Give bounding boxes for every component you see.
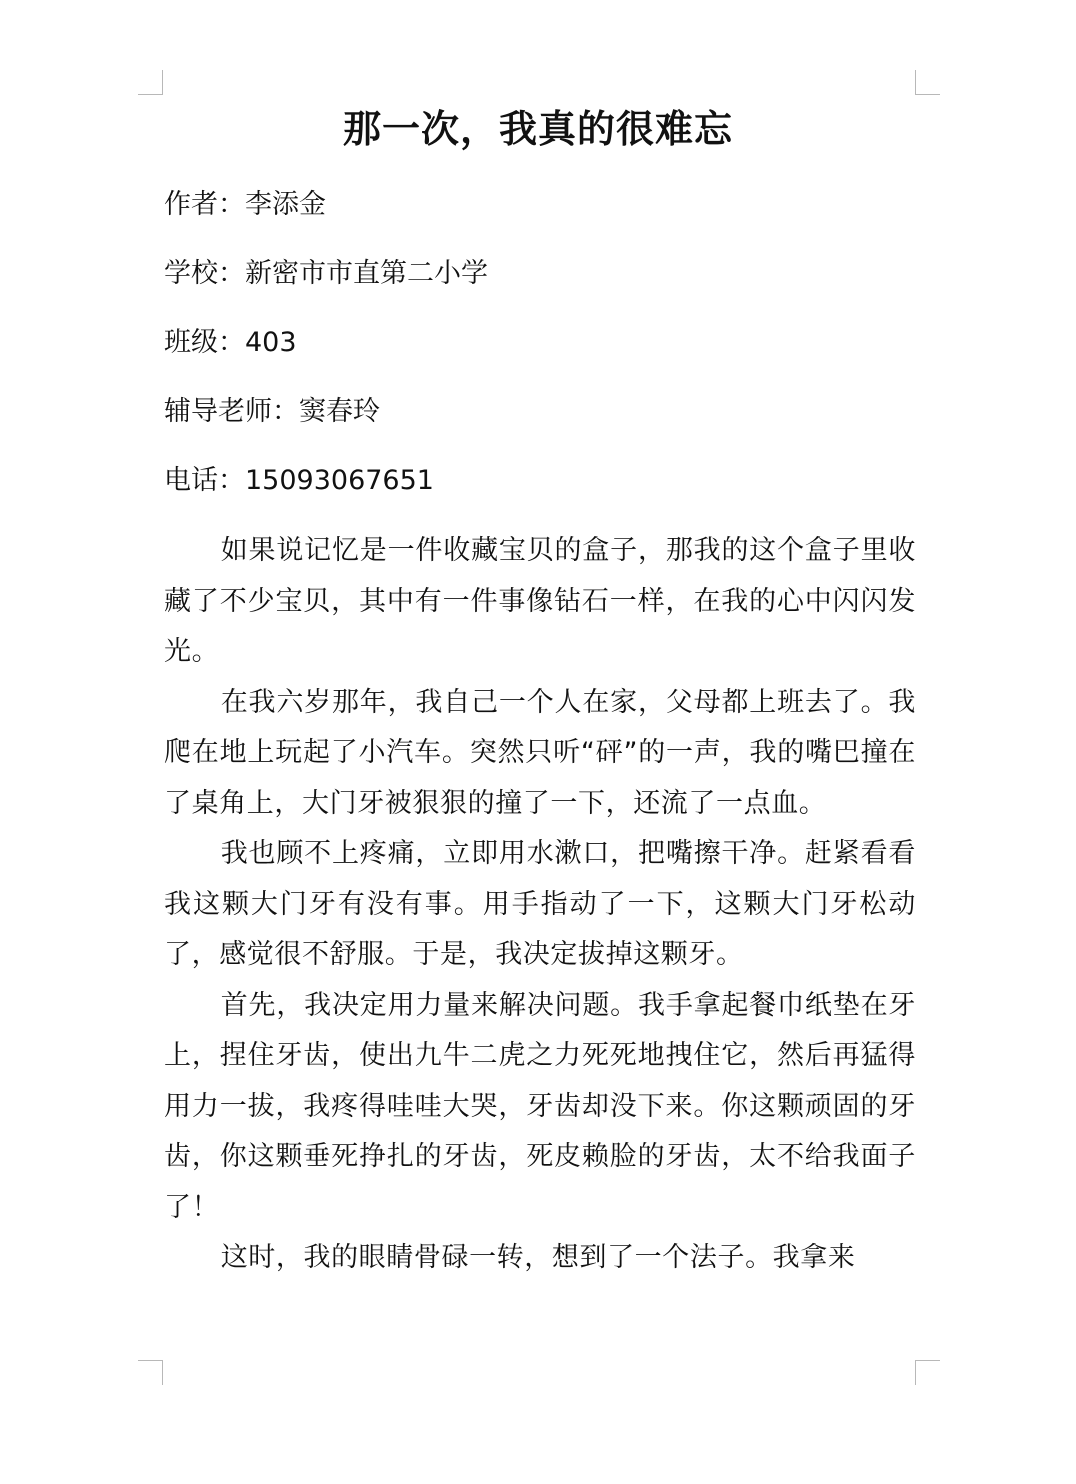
paragraph: 首先，我决定用力量来解决问题。我手拿起餐巾纸垫在牙上，捏住牙齿，使出九牛二虎之力死死地拽住它，然后再猛得用力一拔，我疼得哇哇大哭，牙齿却没下来。你这颗顽固的牙齿，你这颗垂死挣扎的牙齿，死皮赖脸的牙齿，太不给我面子了！ [164,989,916,1223]
page-corner-mark-top-right [915,70,940,95]
author-line [164,185,326,225]
essay-body [164,526,916,1284]
class-line [164,323,297,363]
author-name: 李添金 [245,189,326,220]
teacher-line [164,392,380,432]
school-name: 新密市市直第二小学 [245,258,488,289]
phone-line [164,461,434,501]
paragraph: 我也顾不上疼痛，立即用水漱口，把嘴擦干净。赶紧看看我这颗大门牙有没有事。用手指动了一下，这颗大门牙松动了，感觉很不舒服。于是，我决定拔掉这颗牙。 [164,838,916,970]
paragraph: 如果说记忆是一件收藏宝贝的盒子，那我的这个盒子里收藏了不少宝贝，其中有一件事像钻石一样，在我的心中闪闪发光。 [164,535,916,667]
author-label: 作者： [164,189,245,220]
teacher-name: 窦春玲 [299,396,380,427]
school-label: 学校： [164,258,245,289]
phone-label: 电话： [164,465,245,496]
class-number: 403 [245,327,297,358]
school-line [164,254,488,294]
class-label: 班级： [164,327,245,358]
paragraph: 这时，我的眼睛骨碌一转，想到了一个法子。我拿来 [220,1242,856,1273]
page-corner-mark-bottom-right [915,1360,940,1385]
phone-number: 15093067651 [245,465,434,496]
teacher-label: 辅导老师： [164,396,299,427]
page-corner-mark-top-left [138,70,163,95]
page-corner-mark-bottom-left [138,1360,163,1385]
essay-title: 那一次，我真的很难忘 [342,107,733,151]
paragraph: 在我六岁那年，我自己一个人在家，父母都上班去了。我爬在地上玩起了小汽车。突然只听“砰”的一声，我的嘴巴撞在了桌角上，大门牙被狠狠的撞了一下，还流了一点血。 [164,686,916,819]
